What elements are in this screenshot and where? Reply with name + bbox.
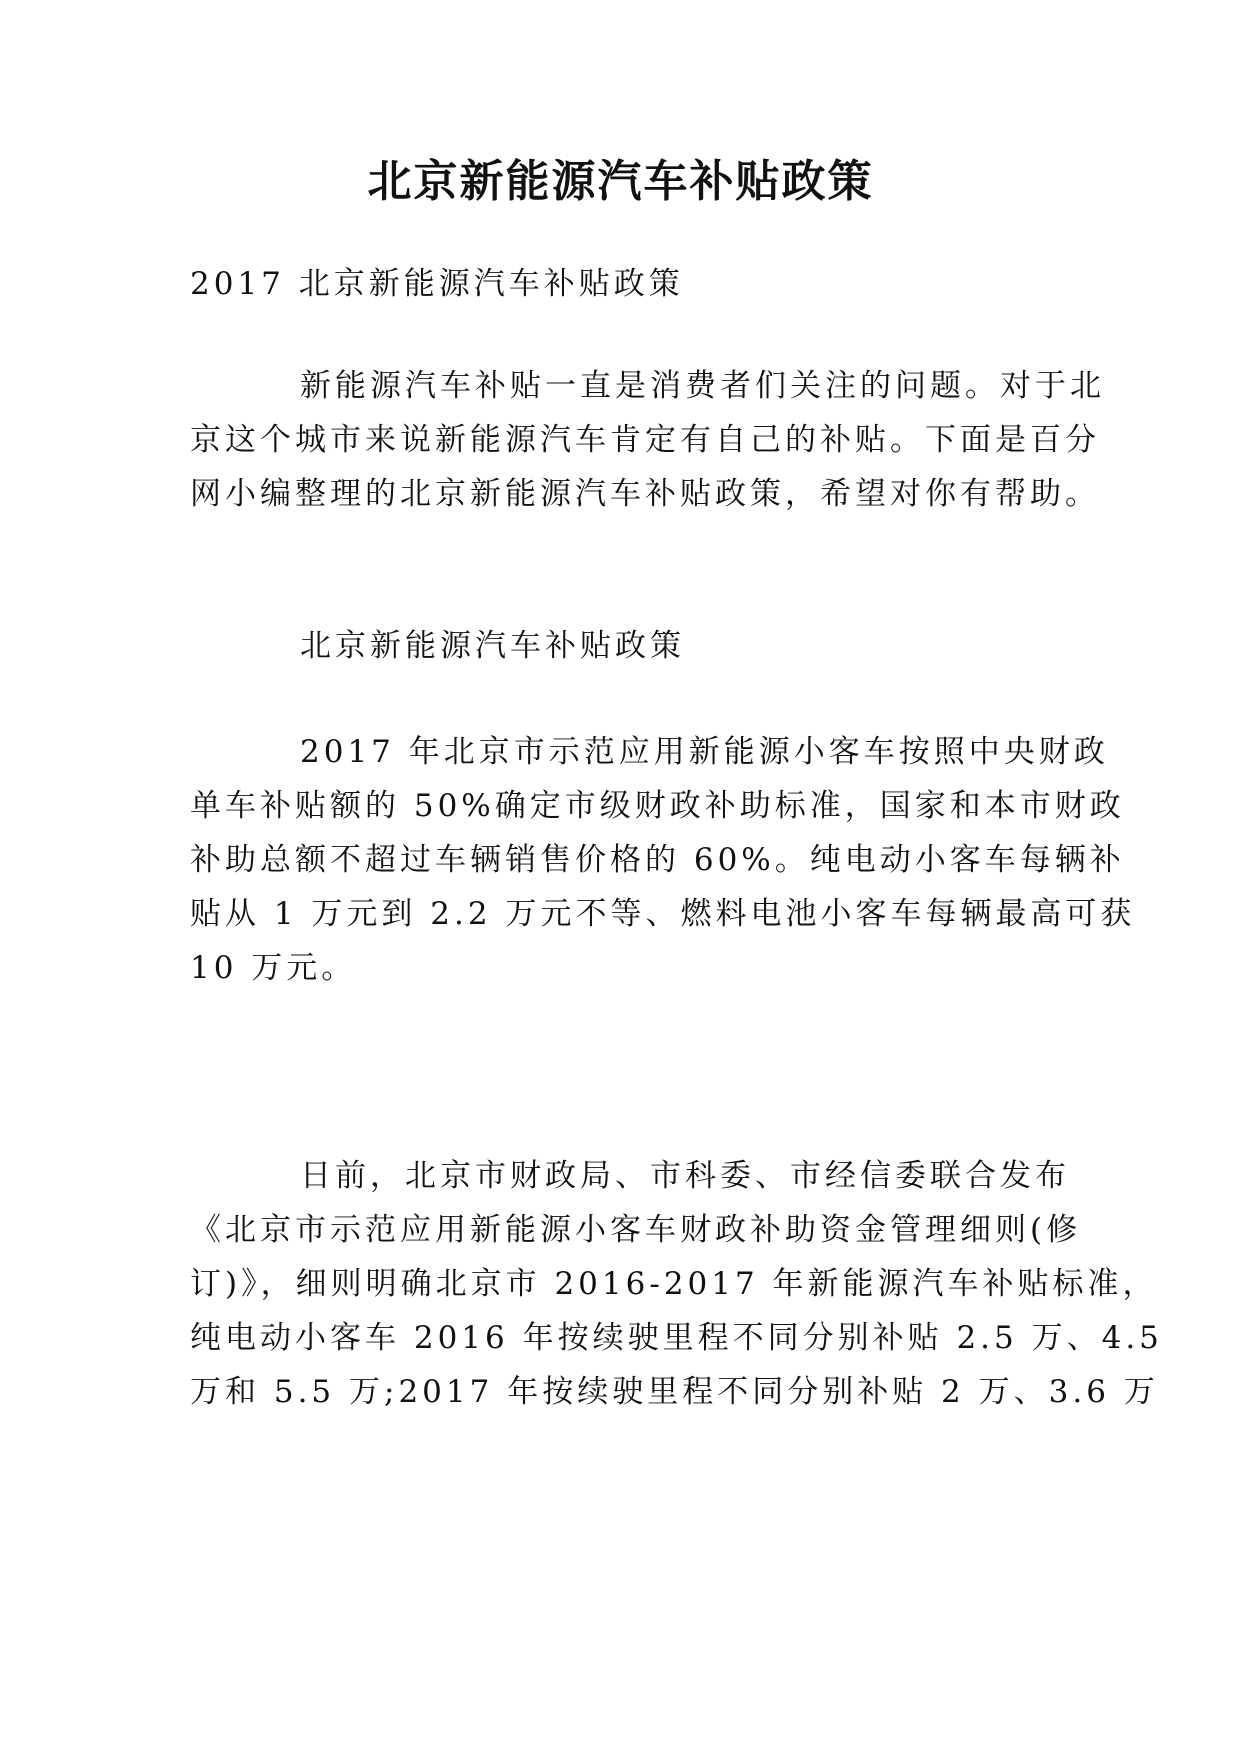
para2-line-3: 订)》，细则明确北京市 2016-2017 年新能源汽车补贴标准， [190, 1266, 1158, 1302]
document-title: 北京新能源汽车补贴政策 [367, 156, 874, 207]
para1-line-1: 2017 年北京市示范应用新能源小客车按照中央财政 [300, 734, 1109, 770]
para2-line-1: 日前，北京市财政局、市科委、市经信委联合发布 [300, 1158, 1070, 1194]
para1-line-5: 10 万元。 [190, 950, 357, 986]
para1-line-4: 贴从 1 万元到 2.2 万元不等、燃料电池小客车每辆最高可获 [190, 896, 1136, 932]
para2-line-4: 纯电动小客车 2016 年按续驶里程不同分别补贴 2.5 万、4.5 [190, 1320, 1163, 1356]
para2-line-5: 万和 5.5 万;2017 年按续驶里程不同分别补贴 2 万、3.6 万 [190, 1374, 1159, 1410]
para2-line-2: 《北京市示范应用新能源小客车财政补助资金管理细则(修 [190, 1212, 1082, 1248]
intro-line-1: 新能源汽车补贴一直是消费者们关注的问题。对于北 [300, 368, 1105, 404]
para1-line-3: 补助总额不超过车辆销售价格的 60%。纯电动小客车每辆补 [190, 842, 1125, 878]
intro-line-2: 京这个城市来说新能源汽车肯定有自己的补贴。下面是百分 [190, 422, 1100, 458]
document-subtitle: 2017 北京新能源汽车补贴政策 [190, 266, 684, 302]
para1-line-2: 单车补贴额的 50%确定市级财政补助标准，国家和本市财政 [190, 788, 1125, 824]
section-heading: 北京新能源汽车补贴政策 [300, 628, 685, 664]
intro-line-3: 网小编整理的北京新能源汽车补贴政策，希望对你有帮助。 [190, 476, 1100, 512]
